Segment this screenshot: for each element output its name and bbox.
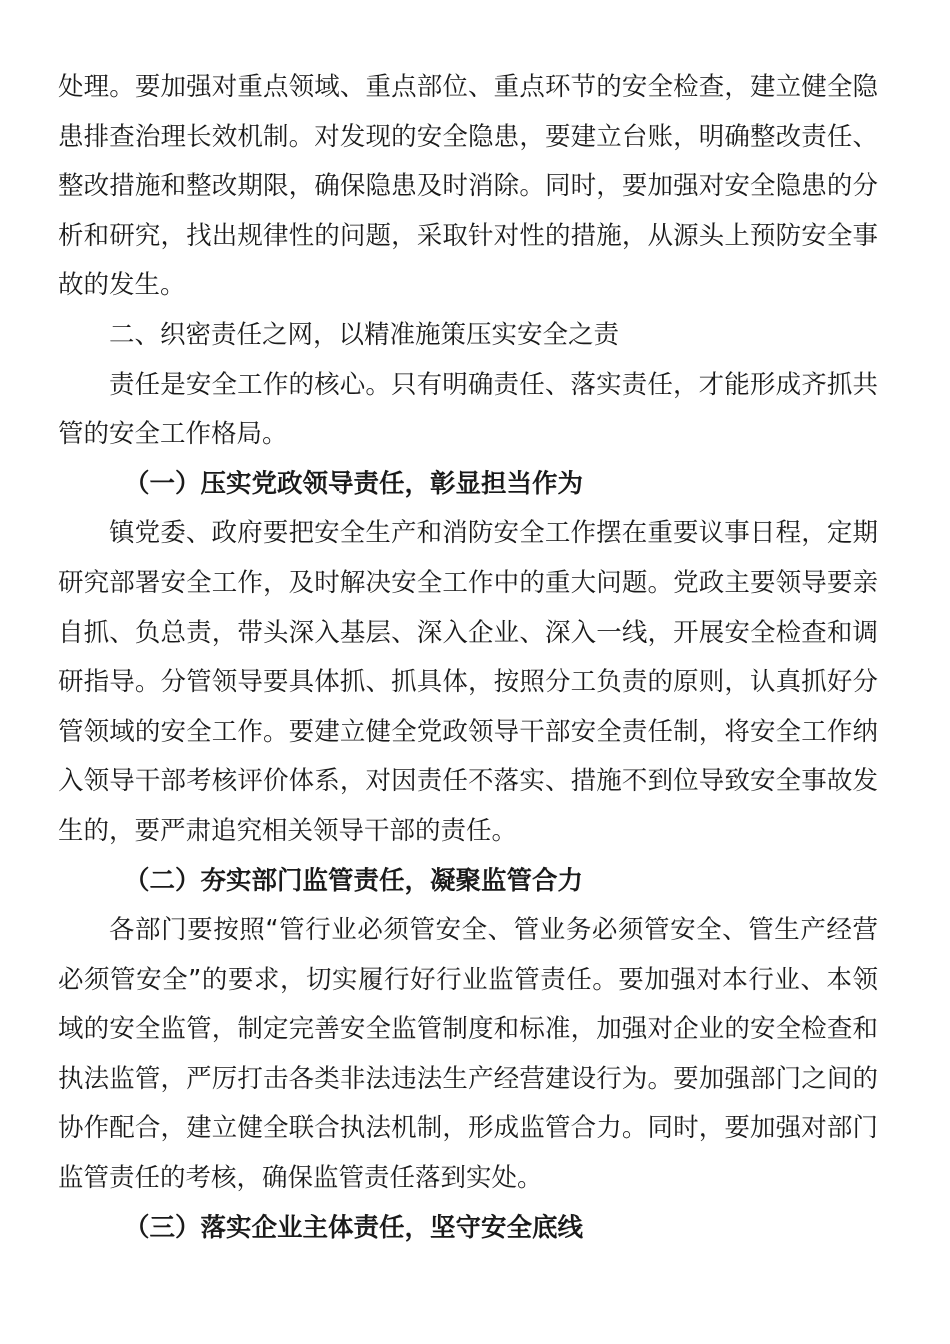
paragraph-responsibility-core: 责任是安全工作的核心。只有明确责任、落实责任，才能形成齐抓共管的安全工作格局。 [58, 369, 878, 450]
paragraph-department-supervision: 各部门要按照“管行业必须管安全、管业务必须管安全、管生产经营必须管安全”的要求，切实履行好行业监管责任。要加强对本行业、本领域的安全监管，制定完善安全监管制度和标准，加强对企业的安全检查和执法监管，严厉打击各类非法违法生产经营建设行为。要加强部门之间的协作配合，建立健全联合执法机制，形成监管合力。同时，要加强对部门监管责任的考核，确保监管责任落到实处。 [58, 915, 878, 1194]
paragraph-party-leadership: 镇党委、政府要把安全生产和消防安全工作摆在重要议事日程，定期研究部署安全工作，及时解决安全工作中的重大问题。党政主要领导要亲自抓、负总责，带头深入基层、深入企业、深入一线，开展安全检查和调研指导。分管领导要具体抓、抓具体，按照分工负责的原则，认真抓好分管领域的安全工作。要建立健全党政领导干部安全责任制，将安全工作纳入领导干部考核评价体系，对因责任不落实、措施不到位导致安全事故发生的，要严肃追究相关领导干部的责任。 [58, 518, 878, 846]
subheading-department-supervision: （二）夯实部门监管责任，凝聚监管合力 [124, 865, 584, 896]
paragraph-hazard-inspection: 处理。要加强对重点领域、重点部位、重点环节的安全检查，建立健全隐患排查治理长效机制。对发现的安全隐患，要建立台账，明确整改责任、整改措施和整改期限，确保隐患及时消除。同时，要加强对安全隐患的分析和研究，找出规律性的问题，采取针对性的措施，从源头上预防安全事故的发生。 [58, 72, 878, 301]
subheading-enterprise-responsibility: （三）落实企业主体责任，坚守安全底线 [124, 1212, 584, 1243]
document-page [58, 63, 878, 1253]
section-heading-2: 二、织密责任之网，以精准施策压实安全之责 [109, 319, 620, 350]
subheading-party-leadership: （一）压实党政领导责任，彰显担当作为 [124, 468, 584, 499]
